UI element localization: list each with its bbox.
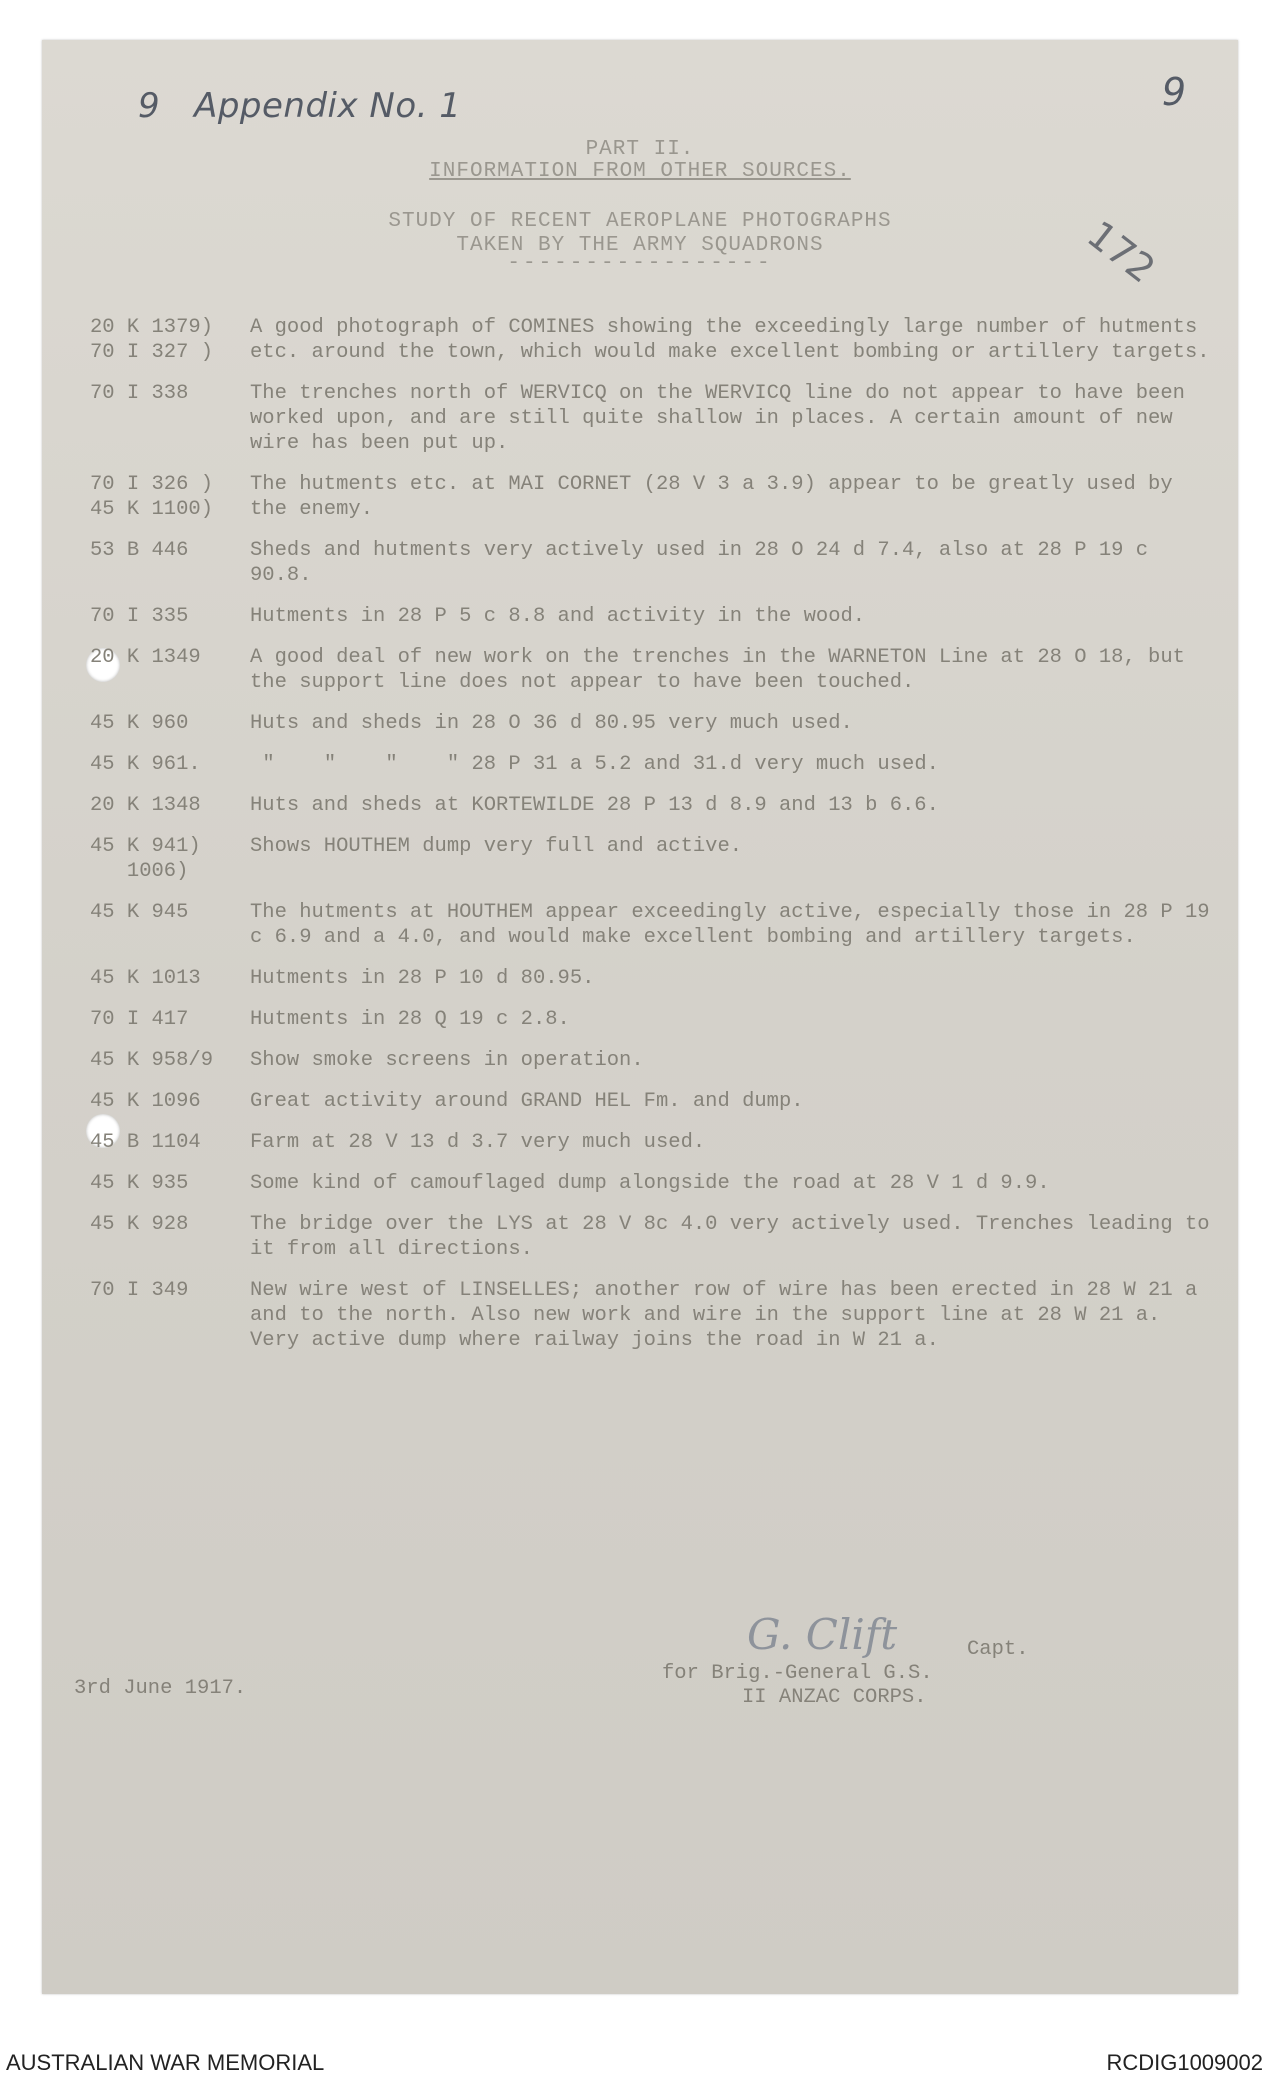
list-item [90, 1278, 1210, 1353]
photo-reference: 70 I 417 [90, 1008, 189, 1031]
list-item [90, 1171, 1210, 1196]
signature: G. Clift [747, 1610, 898, 1659]
photo-reference: 45 K 958/9 [90, 1049, 214, 1072]
list-item [90, 315, 1210, 365]
observation-text: The hutments etc. at MAI CORNET (28 V 3 a 3.9) appear to be greatly used by the enemy. [250, 473, 1185, 521]
list-item [90, 793, 1210, 818]
observation-text: Some kind of camouflaged dump alongside the road at 28 V 1 d 9.9. [250, 1172, 1050, 1195]
observation-text: Farm at 28 V 13 d 3.7 very much used. [250, 1131, 706, 1154]
page-number: 9 [1161, 70, 1186, 114]
observation-text: Sheds and hutments very actively used in 28 O 24 d 7.4, also at 28 P 19 c 90.8. [250, 539, 1161, 587]
list-item [90, 1048, 1210, 1073]
list-item [90, 1130, 1210, 1155]
photo-reference: 45 K 945 [90, 901, 189, 924]
title-line-1: STUDY OF RECENT AEROPLANE PHOTOGRAPHS [388, 210, 892, 233]
observation-text: Hutments in 28 P 10 d 80.95. [250, 967, 595, 990]
photo-reference: 45 K 941) 1006) [90, 835, 201, 883]
observation-text: " " " " 28 P 31 a 5.2 and 31.d very much used. [250, 753, 939, 776]
folio-number: 172 [1079, 212, 1164, 292]
list-item [90, 381, 1210, 456]
photo-reference: 45 K 928 [90, 1213, 189, 1236]
photo-reference: 53 B 446 [90, 539, 189, 562]
list-item [90, 1089, 1210, 1114]
photo-reference: 70 I 338 [90, 382, 189, 405]
photo-reference: 70 I 349 [90, 1279, 189, 1302]
photo-reference: 20 K 1349 [90, 646, 201, 669]
list-item [90, 472, 1210, 522]
photo-reference: 70 I 326 ) 45 K 1100) [90, 473, 214, 521]
footer-institution: AUSTRALIAN WAR MEMORIAL [6, 2050, 325, 2075]
observation-text: Huts and sheds at KORTEWILDE 28 P 13 d 8.9 and 13 b 6.6. [250, 794, 939, 817]
list-item [90, 900, 1222, 950]
document-date: 3rd June 1917. [74, 1677, 247, 1700]
observation-text: Huts and sheds in 28 O 36 d 80.95 very much used. [250, 712, 853, 735]
list-item [90, 711, 1210, 736]
observation-text: A good deal of new work on the trenches in the WARNETON Line at 28 O 18, but the support line does not appear to have been touched. [250, 646, 1198, 694]
observation-text: Hutments in 28 Q 19 c 2.8. [250, 1008, 570, 1031]
observation-text: Hutments in 28 P 5 c 8.8 and activity in the wood. [250, 605, 866, 628]
list-item [90, 966, 1210, 991]
list-item [90, 1007, 1210, 1032]
observation-text: The hutments at HOUTHEM appear exceedingly active, especially those in 28 P 19 c 6.9 and a 4.0, and would make excellent bombing and artillery targets. [250, 901, 1222, 949]
entries-list [90, 315, 1222, 1369]
footer-reference-id: RCDIG1009002 [1106, 2050, 1263, 2075]
photo-reference: 45 B 1104 [90, 1131, 201, 1154]
observation-text: New wire west of LINSELLES; another row of wire has been erected in 28 W 21 a and to the north. Also new work and wire in the support line at 28 W 21 a. Very active dump where railway joins the road in W 21 a. [250, 1279, 1210, 1352]
photo-reference: 45 K 961. [90, 753, 201, 776]
signature-corps: II ANZAC CORPS. [742, 1686, 927, 1709]
list-item [90, 604, 1210, 629]
list-item [90, 645, 1210, 695]
document-page [42, 40, 1238, 1994]
observation-text: Shows HOUTHEM dump very full and active. [250, 835, 743, 858]
signature-rank: Capt. [967, 1638, 1029, 1661]
photo-reference: 45 K 1096 [90, 1090, 201, 1113]
photo-reference: 20 K 1348 [90, 794, 201, 817]
part-heading: PART II. [585, 138, 695, 161]
title-rule: ----------------- [507, 252, 773, 275]
observation-text: Show smoke screens in operation. [250, 1049, 644, 1072]
photo-reference: 20 K 1379) 70 I 327 ) [90, 316, 214, 364]
signature-for-line: for Brig.-General G.S. [662, 1662, 933, 1685]
photo-reference: 45 K 1013 [90, 967, 201, 990]
photo-reference: 45 K 935 [90, 1172, 189, 1195]
list-item [90, 1212, 1222, 1262]
appendix-label: 9 Appendix No. 1 [138, 86, 462, 126]
list-item [90, 834, 1210, 884]
photo-reference: 70 I 335 [90, 605, 189, 628]
photo-reference: 45 K 960 [90, 712, 189, 735]
list-item [90, 752, 1210, 777]
title-line-2: TAKEN BY THE ARMY SQUADRONS [456, 234, 824, 257]
section-heading: INFORMATION FROM OTHER SOURCES. [429, 160, 851, 183]
observation-text: The trenches north of WERVICQ on the WERVICQ line do not appear to have been worked upon, and are still quite shallow in places. A certain amount of new wire has been put up. [250, 382, 1198, 455]
observation-text: A good photograph of COMINES showing the exceedingly large number of hutments etc. around the town, which would make excellent bombing or artillery targets. [250, 316, 1210, 364]
observation-text: Great activity around GRAND HEL Fm. and dump. [250, 1090, 804, 1113]
observation-text: The bridge over the LYS at 28 V 8c 4.0 very actively used. Trenches leading to it from all directions. [250, 1213, 1222, 1261]
list-item [90, 538, 1210, 588]
